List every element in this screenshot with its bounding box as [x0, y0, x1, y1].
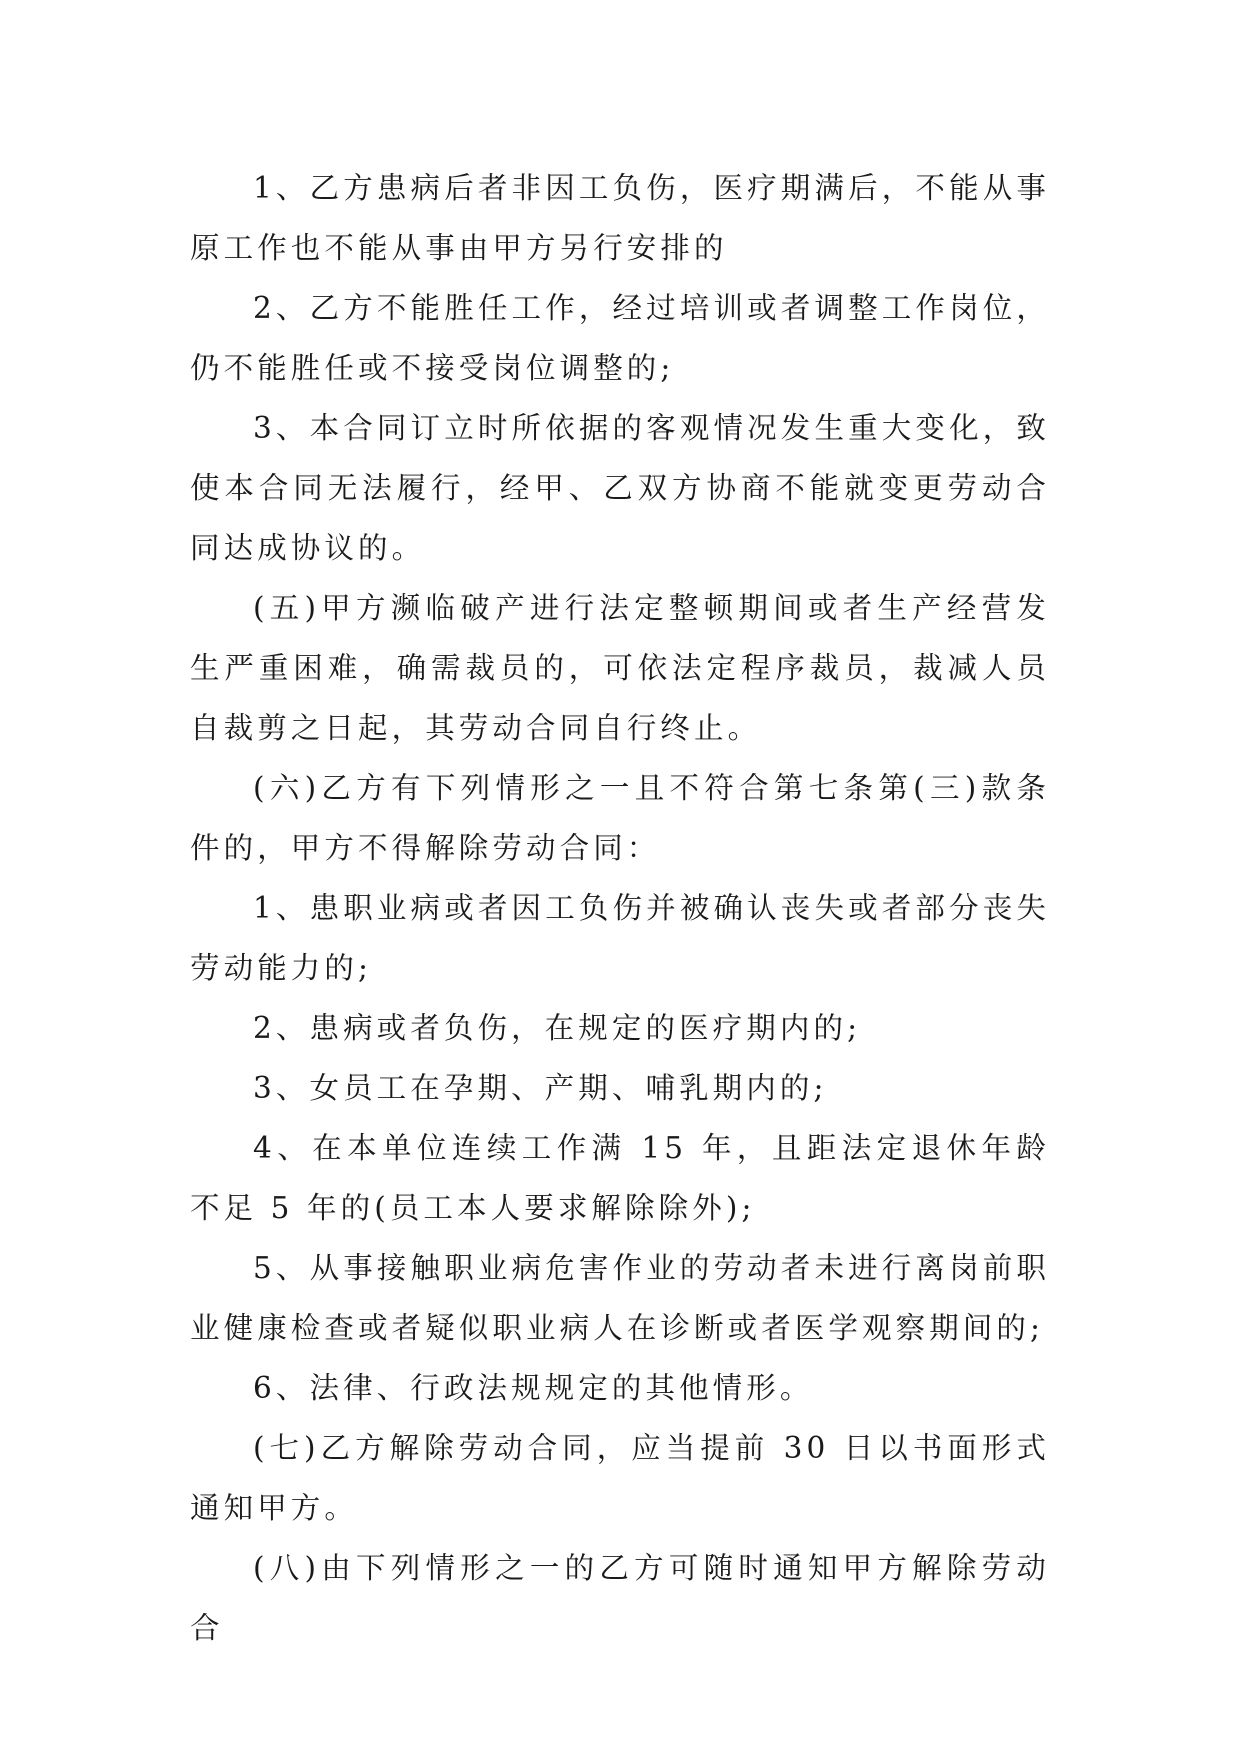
- paragraph-clause-5: (五)甲方濒临破产进行法定整顿期间或者生产经营发生严重困难，确需裁员的，可依法定程序裁员，裁减人员自裁剪之日起，其劳动合同自行终止。: [190, 591, 1050, 745]
- paragraph-clause-8: (八)由下列情形之一的乙方可随时通知甲方解除劳动合: [190, 1551, 1050, 1645]
- paragraph-clause-6-item-6: 6、法律、行政法规规定的其他情形。: [253, 1371, 814, 1405]
- document-body: [190, 158, 1050, 1658]
- paragraph-clause-6-item-3: 3、女员工在孕期、产期、哺乳期内的;: [253, 1071, 828, 1105]
- paragraph-clause-6-item-1: 1、患职业病或者因工负伤并被确认丧失或者部分丧失劳动能力的;: [190, 891, 1050, 985]
- paragraph-clause-6-item-5: 5、从事接触职业病危害作业的劳动者未进行离岗前职业健康检查或者疑似职业病人在诊断或者医学观察期间的;: [190, 1251, 1050, 1345]
- paragraph-clause-6: (六)乙方有下列情形之一且不符合第七条第(三)款条件的，甲方不得解除劳动合同：: [190, 771, 1050, 865]
- paragraph-item-1: 1、乙方患病后者非因工负伤，医疗期满后，不能从事原工作也不能从事由甲方另行安排的: [190, 171, 1050, 265]
- paragraph-clause-6-item-2: 2、患病或者负伤，在规定的医疗期内的;: [253, 1011, 862, 1045]
- paragraph-item-2: 2、乙方不能胜任工作，经过培训或者调整工作岗位，仍不能胜任或不接受岗位调整的;: [190, 291, 1050, 385]
- paragraph-item-3: 3、本合同订立时所依据的客观情况发生重大变化，致使本合同无法履行，经甲、乙双方协商不能就变更劳动合同达成协议的。: [190, 411, 1050, 565]
- paragraph-clause-6-item-4: 4、在本单位连续工作满 15 年，且距法定退休年龄不足 5 年的(员工本人要求解除除外);: [190, 1131, 1050, 1225]
- paragraph-clause-7: (七)乙方解除劳动合同，应当提前 30 日以书面形式通知甲方。: [190, 1431, 1050, 1525]
